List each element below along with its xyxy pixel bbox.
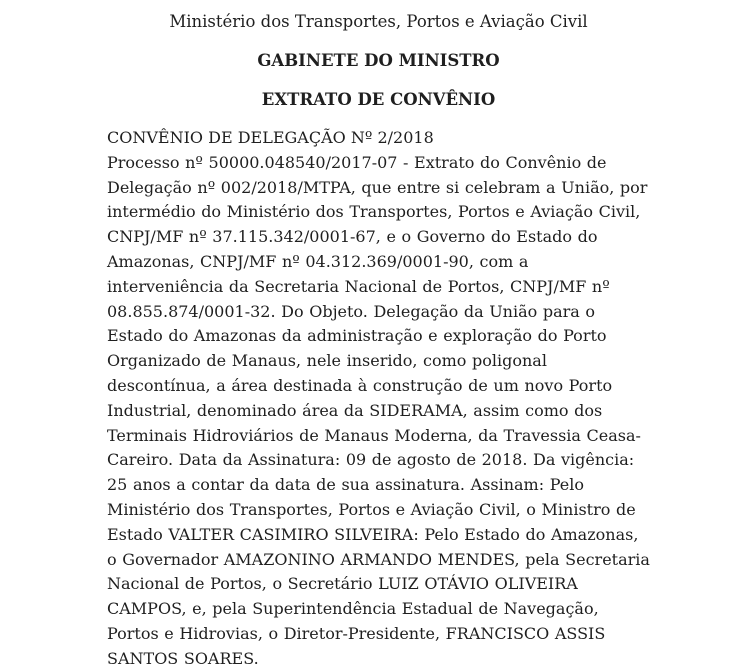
office-header: GABINETE DO MINISTRO bbox=[257, 51, 500, 70]
agreement-number: CONVÊNIO DE DELEGAÇÃO Nº 2/2018 bbox=[107, 128, 434, 147]
agreement-body-paragraph: Processo nº 50000.048540/2017-07 - Extrato do Convênio de Delegação nº 002/2018/MTPA, que entre si celebram a União, por intermédio do Ministério dos Transportes, Portos e Aviação Civil, CNPJ/MF nº 37.115.342/0001-67, e o Governo do Estado do Amazonas, CNPJ/MF nº 04.312.369/0001-90, com a interveniência da Secretaria Nacional de Portos, CNPJ/MF nº 08.855.874/0001-32. Do Objeto. Delegação da União para o Estado do Amazonas da administração e exploração do Porto Organizado de Manaus, nele inserido, como poligonal descontínua, a área destinada à construção de um novo Porto Industrial, denominado área da SIDERAMA, assim como dos Terminais Hidroviários de Manaus Moderna, da Travessia Ceasa-Careiro. Data da Assinatura: 09 de agosto de 2018. Da vigência: 25 anos a contar da data de sua assinatura. Assinam: Pelo Ministério dos Transportes, Portos e Aviação Civil, o Ministro de Estado VALTER CASIMIRO SILVEIRA: Pelo Estado do Amazonas, o Governador AMAZONINO ARMANDO MENDES, pela Secretaria Nacional de Portos, o Secretário LUIZ OTÁVIO OLIVEIRA CAMPOS, e, pela Superintendência Estadual de Navegação, Portos e Hidrovias, o Diretor-Presidente, FRANCISCO ASSIS SANTOS SOARES. bbox=[107, 152, 650, 668]
ministry-header: Ministério dos Transportes, Portos e Aviação Civil bbox=[169, 12, 588, 31]
document-title: EXTRATO DE CONVÊNIO bbox=[261, 90, 496, 109]
